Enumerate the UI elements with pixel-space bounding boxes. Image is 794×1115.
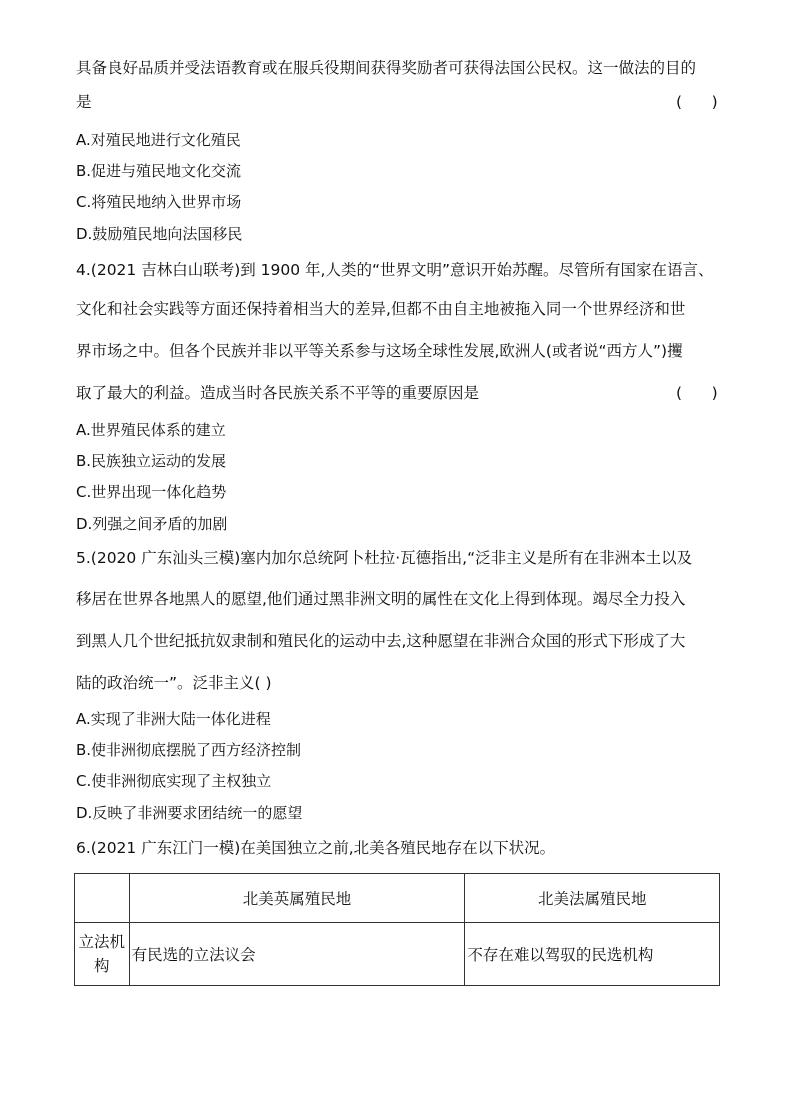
q4-stem-line-4: 取了最大的利益。造成当时各民族关系不平等的重要原因是 bbox=[76, 384, 480, 402]
table-row-label-line-2: 构 bbox=[94, 957, 110, 975]
q3-option-b: B.促进与殖民地文化交流 bbox=[76, 162, 242, 180]
q6-comparison-table bbox=[74, 873, 720, 986]
q5-option-a: A.实现了非洲大陆一体化进程 bbox=[76, 710, 271, 728]
q3-option-a: A.对殖民地进行文化殖民 bbox=[76, 131, 241, 149]
table-row-label-line-1: 立法机 bbox=[78, 933, 126, 951]
q5-option-b: B.使非洲彻底摆脱了西方经济控制 bbox=[76, 741, 302, 759]
q4-option-c: C.世界出现一体化趋势 bbox=[76, 483, 227, 501]
q3-option-d: D.鼓励殖民地向法国移民 bbox=[76, 225, 243, 243]
table-header-row bbox=[75, 874, 720, 923]
q5-stem-line-3: 到黑人几个世纪抵抗奴隶制和殖民化的运动中去,这种愿望在非洲合众国的形式下形成了大 bbox=[76, 632, 686, 650]
q5-option-c: C.使非洲彻底实现了主权独立 bbox=[76, 772, 272, 790]
q4-stem-line-1: 4.(2021 吉林白山联考)到 1900 年,人类的“世界文明”意识开始苏醒。尽管所有国家在语言、 bbox=[76, 261, 714, 279]
q5-stem-line-1: 5.(2020 广东汕头三模)塞内加尔总统阿卜杜拉·瓦德指出,“泛非主义是所有在非洲本土以及 bbox=[76, 549, 693, 567]
q5-option-d: D.反映了非洲要求团结统一的愿望 bbox=[76, 804, 303, 822]
q4-stem-line-2: 文化和社会实践等方面还保持着相当大的差异,但都不由自主地被拖入同一个世界经济和世 bbox=[76, 300, 686, 318]
table-cell-british: 有民选的立法议会 bbox=[129, 923, 465, 986]
q5-stem-line-2: 移居在世界各地黑人的愿望,他们通过黑非洲文明的属性在文化上得到体现。竭尽全力投入 bbox=[76, 590, 686, 608]
table-header-corner bbox=[75, 874, 130, 923]
table-header-british: 北美英属殖民地 bbox=[129, 874, 465, 923]
q4-stem-line-3: 界市场之中。但各个民族并非以平等关系参与这场全球性发展,欧洲人(或者说“西方人”)攫 bbox=[76, 342, 683, 360]
table-row-label bbox=[75, 923, 130, 986]
table-cell-french: 不存在难以驾驭的民选机构 bbox=[465, 923, 720, 986]
q4-option-b: B.民族独立运动的发展 bbox=[76, 452, 227, 470]
q3-option-c: C.将殖民地纳入世界市场 bbox=[76, 193, 242, 211]
q4-answer-paren: ( ) bbox=[676, 384, 718, 402]
q3-answer-paren: ( ) bbox=[676, 93, 718, 111]
q3-stem-line-1: 具备良好品质并受法语教育或在服兵役期间获得奖励者可获得法国公民权。这一做法的目的 bbox=[76, 59, 697, 77]
q3-stem-line-2: 是 bbox=[76, 93, 92, 111]
q4-option-d: D.列强之间矛盾的加剧 bbox=[76, 515, 228, 533]
table-row bbox=[75, 923, 720, 986]
q5-stem-line-4: 陆的政治统一”。泛非主义( ) bbox=[76, 674, 272, 692]
table-header-french: 北美法属殖民地 bbox=[465, 874, 720, 923]
q4-option-a: A.世界殖民体系的建立 bbox=[76, 421, 226, 439]
q6-stem: 6.(2021 广东江门一模)在美国独立之前,北美各殖民地存在以下状况。 bbox=[76, 839, 556, 857]
